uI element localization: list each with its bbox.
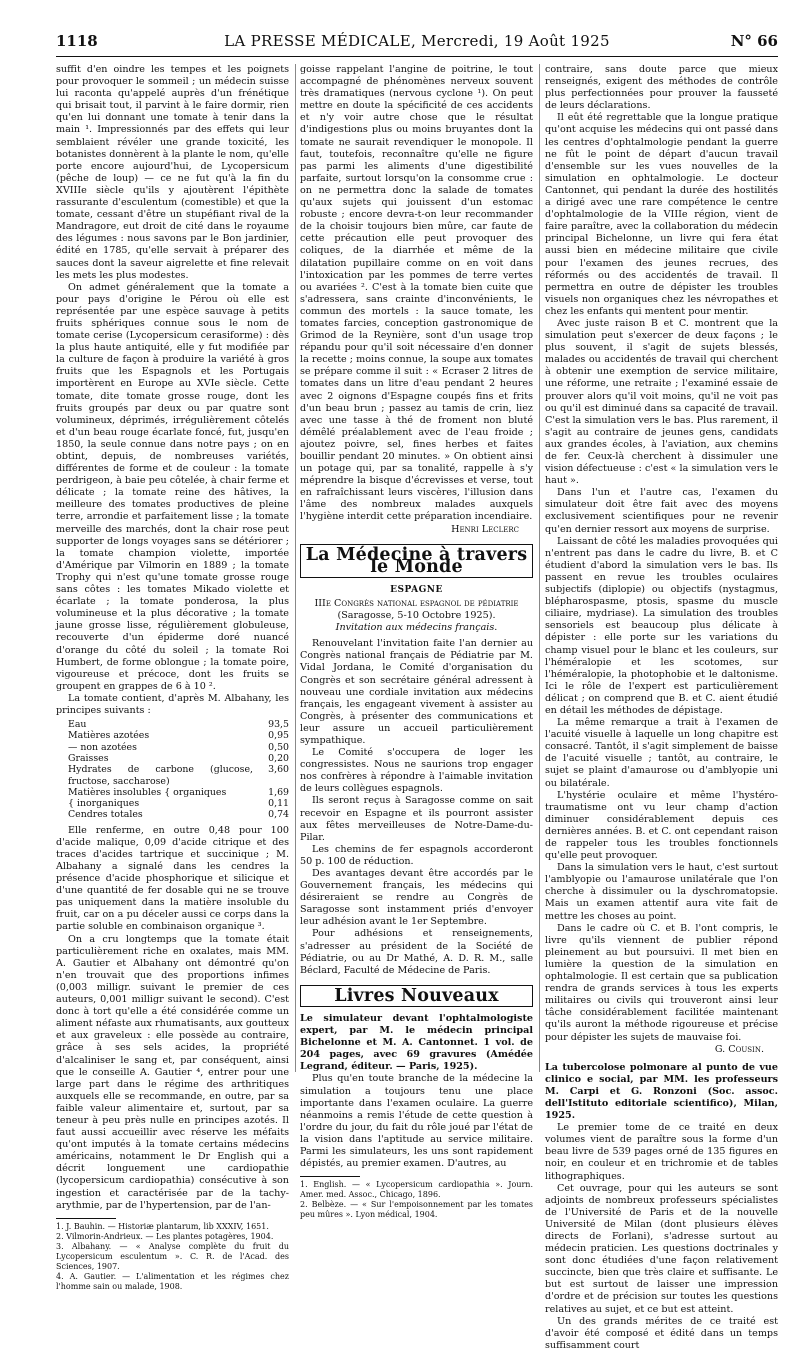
composition-value: 1,69 [268,786,289,798]
issue-number: N° 66 [730,32,778,50]
congress-title: IIIe Congrès national espagnol de pédiatrie [314,597,519,609]
page-header [56,32,778,54]
congress-place: (Saragosse, 5-10 Octobre 1925). [337,610,496,622]
column-3 [545,64,778,1351]
composition-row [56,798,289,809]
congress-paragraph: Pour adhésions et renseignements, s'adresser au président de la Société de Pédiatrie, ou au Dr Mathé, A. D. R. M., salle Béclard, Faculté de Médecine de Paris. [300,928,533,976]
article-paragraph: goisse rappelant l'angine de poitrine, le tout accompagné de phénomènes nerveux souvent très dramatiques (nervous cyclone ¹). On peut mettre en doute la spécificité de ces accidents et n'y voir autre chose que le résultat d'indigestions plus ou moins bruyantes dont la tomate ne saurait revendiquer le monopole. Il faut, toutefois, reconnaître qu'elle ne figure pas parmi les aliments d'une digestibilité parfaite, surtout lorsqu'on la consomme crue : on ne permettra donc la salade de tomates qu'aux sujets qui jouissent d'un estomac robuste ; encore devra-t-on leur recommander de la choisir toujours bien mûre, car faute de cette précaution elle peut provoquer des coliques, de la diarrhée et même de la dilatation pupillaire comme on en voit dans l'intoxication par les pommes de terre vertes ou avariées ². C'est à la tomate bien cuite que s'adressera, sans crainte d'inconvénients, le commun des mortels : la sauce tomate, les tomates farcies, conception gastronomique de Grimod de la Reynière, sont d'un usage trop répandu pour qu'il soit nécessaire d'en donner la recette ; moins connue, la soupe aux tomates se prépare comme il suit : « Ecraser 2 litres de tomates dans un litre d'eau pendant 2 heures avec 2 oignons d'Espagne coupés fins et frits d'un beau brun ; passez au tamis de crin, liez avec une tasse à thé de froment non bluté démêlé préalablement avec de l'eau froide ; ajoutez poivre, sel, fines herbes et faites bouillir pendant 20 minutes. » On obtient ainsi un potage qui, par sa tonalité, rappelle à s'y méprendre la bisque d'écrevisses et verse, tout en rafraîchissant leurs viscères, l'illusion dans l'âme des nombreux malades auxquels l'hygiène interdit cette préparation incendiaire. [300,64,533,523]
composition-label: Matières azotées [68,730,150,742]
page-number: 1118 [56,32,98,50]
congress-paragraph: Les chemins de fer espagnols accorderont 50 p. 100 de réduction. [300,843,533,867]
book-review-paragraph: Dans la simulation vers le haut, c'est surtout l'amblyopie ou l'amaurose unilatérale que l'on cherche à dissimuler ou la dyschromatopsie. Mais un examen attentif aura vite fait de mettre les choses au point. [545,862,778,922]
composition-label: Hydrates de carbone (glucose, fructose, saccharose) [68,764,253,787]
book-review-paragraph: Un des grands mérites de ce traité est d'avoir été composé et édité dans un temps suffisamment court [545,1315,778,1351]
footnote: 1. J. Bauhin. — Historiæ plantarum, lib XXXIV, 1651. [56,1221,269,1231]
congress-paragraph: Le Comité s'occupera de loger les congressistes. Nous ne saurions trop engager nos confrères à répondre à l'aimable invitation de leurs collègues espagnols. [300,747,533,795]
congress-paragraph: Renouvelant l'invitation faite l'an dernier au Congrès national français de Pédiatrie par M. Vidal Jordana, le Comité d'organisation du Congrès et son secrétaire général adressent à nouveau une cordiale invitation aux médecins français, les engageant vivement à assister au Congrès, à présenter des communications et leur assure un accueil particulièrement sympathique. [300,638,533,746]
book-review-paragraph: contraire, sans doute parce que mieux renseignés, exigent des méthodes de contrôle plus perfectionnées pour prouver la fausseté de leurs déclarations. [545,64,778,112]
footnote: 2. Vilmorin-Andrieux. — Les plantes potagères, 1904. [56,1231,274,1241]
book-review-paragraph: Avec juste raison B et C. montrent que la simulation peut s'exercer de deux façons ; le plus souvent, il s'agit de sujets blessés, malades ou accidentés de travail qui cherchent à obtenir une exemption de service militaire, une réforme, une retraite ; l'examiné essaie de prouver alors qu'il voit moins, qu'il ne voit pas ou qu'il est diminué dans sa capacité de travail. C'est la simulation vers le bas. Plus rarement, il s'agit au contraire de jeunes gens, candidats aux grandes écoles, à l'aviation, aux chemins de fer. Ceux-là cherchent à dissimuler une vision défectueuse : c'est « la simulation vers le haut ». [545,317,778,487]
composition-row [56,764,289,787]
country-heading: ESPAGNE [390,584,443,595]
section-title-medecine-monde: La Médecine à travers le Monde [300,544,533,578]
footnote: 1. English. — « Lycopersicum cardiopathia ». Journ. Amer. med. Assoc., Chicago, 1896. [300,1180,533,1200]
composition-label: { inorganiques [68,798,140,810]
article-signature: Henri Leclerc [451,523,519,535]
footnote-rule [300,1176,360,1177]
book-review-heading: Le simulateur devant l'ophtalmologiste expert, par M. le médecin principal Bichelonne et M. A. Cantonnet. 1 vol. de 204 pages, avec 69 gravures (Amédée Legrand, éditeur. — Paris, 1925). [300,1012,533,1073]
congress-paragraph: Ils seront reçus à Saragosse comme on sait recevoir en Espagne et ils pourront assister aux fêtes merveilleuses de Notre-Dame-du-Pilar. [300,795,533,843]
article-paragraph: Elle renferme, en outre 0,48 pour 100 d'acide malique, 0,09 d'acide citrique et des traces d'acides tartrique et succinique ; M. Albahany a signalé dans les cendres la présence d'acide phosphorique et silicique et d'une quantité de fer dosable qui ne se trouve pas uniquement dans la matière insoluble du fruit, car on a pu déceler aussi ce corps dans la partie soluble en combinaison organique ³. [56,824,289,933]
column-2 [300,64,533,1220]
composition-label: Cendres totales [68,809,143,821]
congress-subtitle: Invitation aux médecins français. [335,622,498,634]
book-review-paragraph: Dans le cadre où C. et B. l'ont compris, le livre qu'ils viennent de publier répond pleinement au but poursuivi. Il met bien en lumière la question de la simulation en ophtalmologie. Il est certain que sa publication rendra de grands services à tous les experts militaires ou civils qui trouveront ainsi leur tâche considérablement facilitée maintenant qu'ils auront la méthode rigoureuse et précise pour dépister les sujets de mauvaise foi. [545,922,778,1043]
book-review-heading: La tubercolose polmonare al punto de vue clinico e social, par MM. les professeurs M. Carpi et G. Ronzoni (Soc. assoc. dell'Istituto editoriale scientifico), Milan, 1925. [545,1061,778,1122]
composition-value: 0,11 [268,798,289,810]
book-review-paragraph: Plus qu'en toute branche de la médecine la simulation a toujours tenu une place importante dans l'examen oculaire. La guerre néanmoins a remis l'étude de cette question à l'ordre du jour, du fait du rôle joué par l'état de la vision dans l'aptitude au service militaire. Parmi les simulateurs, les uns sont rapidement dépistés, au premier examen. D'autres, au [300,1073,533,1170]
footnote: 4. A. Gautier. — L'alimentation et les régimes chez l'homme sain ou malade, 1908. [56,1271,289,1291]
column-1 [56,64,289,1291]
congress-paragraph: Des avantages devant être accordés par le Gouvernement français, les médecins qui désireraient se rendre au Congrès de Saragosse sont instamment priés d'envoyer leur adhésion avant le 1er Septembre. [300,868,533,928]
composition-row [56,719,289,730]
footnote: 2. Belbèze. — « Sur l'empoisonnement par les tomates peu mûres ». Lyon médical, 1904. [300,1200,533,1220]
footnote-rule [56,1218,116,1219]
article-paragraph: La tomate contient, d'après M. Albahany, les principes suivants : [56,692,289,716]
article-paragraph: suffit d'en oindre les tempes et les poignets pour provoquer le sommeil ; un médecin suisse lui raconta qu'appelé auprès d'un frénétique qui brisait tout, il parvint à le faire dormir, rien qu'en lui donnant une tomate à tenir dans la main ¹. Impressionnés par des effets qui leur semblaient révéler une grande toxicité, les botanistes donnèrent à la plante le nom, qu'elle porte encore aujourd'hui, de Lycopersicum (pêche de loup) — ce ne fut qu'à la fin du XVIIIe siècle qu'ils y ajoutèrent l'épithète rassurante d'esculentum (comestible) et que la tomate, cessant d'être un stupéfiant rival de la Mandragore, eut droit de cité dans le royaume des légumes : nous savons par le Bon jardinier, édité en 1785, qu'elle servait à préparer des sauces dont la saveur aigrelette et fine relevait les mets les plus modestes. [56,64,289,281]
composition-label: Matières insolubles { organiques [68,786,227,798]
article-paragraph: On a cru longtemps que la tomate était particulièrement riche en oxalates, mais MM. A. Gautier et Albahany ont démontré qu'on n'en trouvait que des proportions infimes (0,003 milligr. suivant le premier de ces auteurs, 0,001 milligr suivant le second). C'est donc à tort qu'elle a été considérée comme un aliment néfaste aux rhumatisants, aux goutteux et aux graveleux : elle possède au contraire, grâce à ses sels acides, la propriété d'alcaliniser le sang et, par conséquent, ainsi que le conseille A. Gautier ⁴, entrer pour une large part dans le régime des arthritiques auxquels elle se recommande, en outre, par sa faible valeur alimentaire et, surtout, par sa teneur à peu près nulle en principes azotés. Il faut aussi accueillir avec réserve les méfaits qu'ont imputés à la tomate certains médecins américains, notamment le Dr English qui a décrit longuement une cardiopathie (lycopersicum cardiopathia) consécutive à son ingestion et caractérisée par de la tachy-arythmie, par de l'hypertension, par de l'an- [56,933,289,1211]
journal-title: LA PRESSE MÉDICALE, Mercredi, 19 Août 1925 [224,32,610,50]
composition-value: 93,5 [268,719,289,731]
book-review-paragraph: Le premier tome de ce traité en deux volumes vient de paraître sous la forme d'un beau livre de 539 pages orné de 135 figures en noir, en couleur et en trichromie et de tables lithographiques. [545,1122,778,1182]
review-signature: G. Cousin. [714,1043,764,1055]
book-review-paragraph: Cet ouvrage, pour qui les auteurs se sont adjoints de nombreux professeurs spécialistes de l'Université de Paris et de la nouvelle Université de Milan (dont plusieurs élèves directs de Forlani), s'adresse surtout au médecin praticien. Les questions doctrinales y sont donc étudiées d'une façon relativement succincte, bien que très claire et suffisante. Le but est surtout de laisser une impression d'ordre et de précision sur toutes les questions relatives au sujet, et ce but est atteint. [545,1182,778,1315]
composition-table [56,719,289,821]
book-review-paragraph: La même remarque a trait à l'examen de l'acuité visuelle à laquelle un long chapitre est consacré. Tantôt, il s'agit simplement de baisse de l'acuité visuelle ; tantôt, au contraire, le sujet se plaint d'amaurose ou d'amblyopie uni ou bilatérale. [545,717,778,789]
composition-label: — non azotées [68,741,137,753]
composition-value: 0,74 [268,809,289,821]
book-review-paragraph: Dans l'un et l'autre cas, l'examen du simulateur doit être fait avec des moyens exclusivement scientifiques pour ne revenir qu'en dernier ressort aux moyens de surprise. [545,487,778,535]
composition-row [56,787,289,798]
column-separator [295,64,296,1072]
composition-label: Graisses [68,752,109,764]
composition-value: 0,20 [268,752,289,764]
composition-row [56,809,289,820]
column-separator [539,64,540,1072]
composition-label: Eau [68,719,87,731]
header-rule [56,56,778,57]
section-title-livres-nouveaux: Livres Nouveaux [300,985,533,1007]
book-review-paragraph: L'hystérie oculaire et même l'hystéro-traumatisme ont vu leur champ d'action diminuer considérablement depuis ces dernières années. B. et C. ont cependant raison de rappeler tous les troubles fonctionnels qu'elle peut provoquer. [545,789,778,862]
composition-row [56,753,289,764]
composition-value: 0,95 [268,730,289,742]
composition-value: 3,60 [268,764,289,776]
footnote: 3. Albahany. — « Analyse complète du fruit du Lycopersicum esculentum ». C. R. de l'Acad. des Sciences, 1907. [56,1241,289,1271]
book-review-paragraph: Laissant de côté les maladies provoquées qui n'entrent pas dans le cadre du livre, B. et C étudient d'abord la simulation vers le bas. Ils passent en revue les troubles oculaires subjectifs (diplopie) ou objectifs (nystagmus, blépharospasme, ptosis, spasme du muscle ciliaire, mydriase). La simulation des troubles sensoriels est beaucoup plus délicate à dépister : elle porte sur les variations du champ visuel pour le blanc et les couleurs, sur l'héméralopie et les scotomes, sur l'héméralopie, la photophobie et le daltonisme. Ici le rôle de l'expert est particulièrement délicat ; on comprend que B. et C. aient étudié en détail les méthodes de dépistage. [545,535,778,716]
composition-row [56,742,289,753]
book-review-paragraph: Il eût été regrettable que la longue pratique qu'ont acquise les médecins qui ont passé dans les centres d'ophtalmologie pendant la guerre ne fût le point de départ d'aucun travail d'ensemble sur les vues nouvelles de la simulation en ophtalmologie. Le docteur Cantonnet, qui pendant la durée des hostilités a dirigé avec une rare compétence le centre d'ophtalmologie de la VIIIe région, vient de faire paraître, avec la collaboration du médecin principal Bichelonne, un livre qui fera état aussi bien en médecine militaire que civile pour l'examen des jeunes recrues, des réformés ou des accidentés de travail. Il permettra en outre de dépister les troubles visuels non organiques chez les névropathes et chez les enfants qui mentent pour mentir. [545,112,778,317]
composition-row [56,730,289,741]
article-paragraph: On admet généralement que la tomate a pour pays d'origine le Pérou où elle est représentée par une espèce sauvage à petits fruits sphériques connue sous le nom de tomate cerise (Lycopersicum cerasiforme) : dès la plus haute antiquité, elle y fut modifiée par la culture de façon à produire la variété à gros fruits que les Espagnols et les Portugais importèrent en Europe au XVIe siècle. Cette tomate, dite tomate grosse rouge, dont les fruits groupés par deux ou par quatre sont volumineux, déprimés, irrégulièrement côtelés et d'un beau rouge écarlate foncé, fut, jusqu'en 1850, la seule connue dans notre pays ; on en obtint, depuis, de nombreuses variétés, différentes de forme et de couleur : la tomate perdrigeon, à baie peu côtelée, à chair ferme et délicate ; la tomate reine des hâtives, la meilleure des tomates productives de pleine terre, arrondie et parfaitement lisse ; la tomate merveille des marchés, dont la chair rose peut supporter de longs voyages sans se détériorer ; la tomate champion violette, importée d'Amérique par Vilmorin en 1889 ; la tomate Trophy qui n'est qu'une tomate grosse rouge sans côtes : les tomates Mikado violette et écarlate ; la tomate ponderosa, la plus volumineuse et la plus décorative ; la tomate jaune grosse lisse, régulièrement globuleuse, recouverte d'un épiderme doré nuancé d'orange du côté du soleil ; la tomate Roi Humbert, de forme oblongue ; la tomate poire, vigoureuse et précoce, dont les fruits se groupent en grappes de 6 à 10 ². [56,281,289,692]
composition-value: 0,50 [268,741,289,753]
